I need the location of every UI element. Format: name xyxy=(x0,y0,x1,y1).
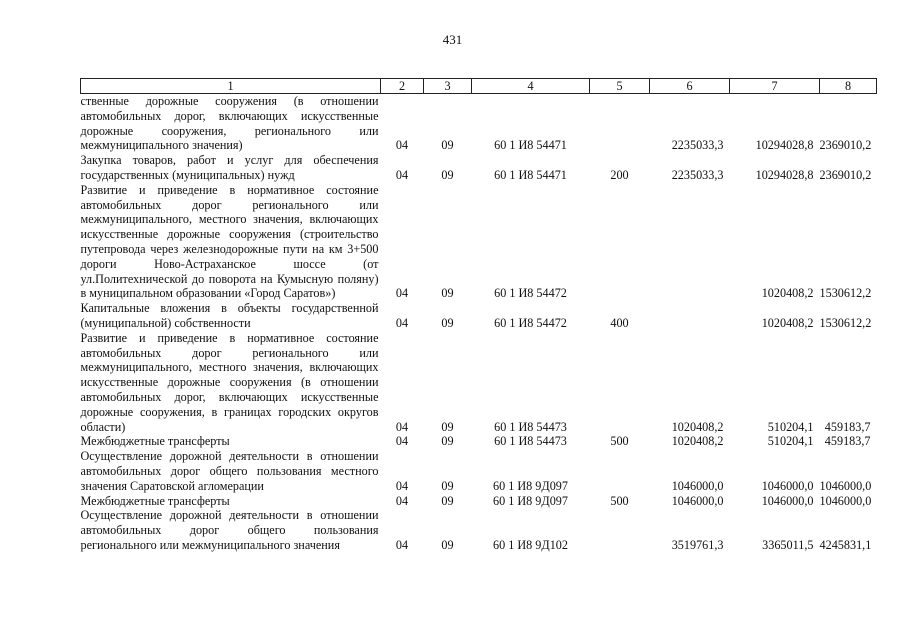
table-row xyxy=(81,434,877,449)
row-amount-col7: 510204,1 xyxy=(767,419,814,434)
table-row xyxy=(81,449,877,493)
row-amount-col6: 1046000,0 xyxy=(671,478,724,493)
table-row xyxy=(81,183,877,301)
row-subsection: 09 xyxy=(441,478,454,493)
row-section: 04 xyxy=(395,419,409,434)
row-amount-col7: 1046000,0 xyxy=(761,478,814,493)
column-header: 2 xyxy=(381,79,424,94)
row-subsection: 09 xyxy=(441,419,454,434)
row-section: 04 xyxy=(395,138,409,153)
row-subsection: 09 xyxy=(441,493,454,508)
row-amount-col7: 10294028,8 xyxy=(755,167,814,182)
row-target-code: 60 1 И8 9Д102 xyxy=(492,537,568,552)
table-row xyxy=(81,331,877,435)
row-subsection: 09 xyxy=(441,167,454,182)
row-amount-col7: 510204,1 xyxy=(767,434,814,449)
column-header: 3 xyxy=(424,79,472,94)
row-target-code: 60 1 И8 54472 xyxy=(494,286,567,301)
row-amount-col6: 3519761,3 xyxy=(671,537,724,552)
row-section: 04 xyxy=(395,167,409,182)
row-target-code: 60 1 И8 9Д097 xyxy=(492,493,568,508)
table-header xyxy=(81,79,877,94)
row-amount-col7: 1020408,2 xyxy=(761,286,814,301)
page-number: 431 xyxy=(442,32,463,47)
row-description: Межбюджетные трансферты xyxy=(80,434,230,449)
row-expense-type: 400 xyxy=(610,315,629,330)
row-subsection: 09 xyxy=(441,286,454,301)
row-amount-col6: 1020408,2 xyxy=(671,434,724,449)
row-subsection: 09 xyxy=(441,315,454,330)
row-amount-col8: 2369010,2 xyxy=(819,138,872,153)
row-description: Межбюджетные трансферты xyxy=(80,493,230,508)
row-expense-type xyxy=(590,449,650,493)
row-amount-col6: 1046000,0 xyxy=(671,493,724,508)
row-expense-type xyxy=(590,508,650,552)
row-amount-col6: 1020408,2 xyxy=(671,419,724,434)
row-expense-type xyxy=(590,331,650,435)
row-expense-type xyxy=(590,183,650,301)
row-amount-col7: 3365011,5 xyxy=(762,537,814,552)
table-body xyxy=(81,94,877,553)
row-description: Развитие и приведение в нормативное состояние автомобильных дорог регионального или межмуниципального, местного значения, включающих искусственные дорожные сооружения (строительство путепровода через железнодорожные пути на км 3+500 дороги Ново-Астраханское шоссе (от ул.Политехнической до поворота на Кумысную поляну) в муниципальном образовании «Город Саратов») xyxy=(80,182,379,301)
row-expense-type xyxy=(590,94,650,154)
row-amount-col7: 1046000,0 xyxy=(761,493,814,508)
budget-table xyxy=(80,78,877,553)
column-header: 6 xyxy=(650,79,730,94)
column-header: 4 xyxy=(472,79,590,94)
row-description: Осуществление дорожной деятельности в отношении автомобильных дорог общего пользования регионального или межмуниципального значения xyxy=(80,508,379,552)
row-target-code: 60 1 И8 9Д097 xyxy=(492,478,568,493)
row-subsection: 09 xyxy=(441,138,454,153)
column-header: 7 xyxy=(730,79,820,94)
row-target-code: 60 1 И8 54471 xyxy=(494,138,567,153)
row-description: Развитие и приведение в нормативное состояние автомобильных дорог регионального или межмуниципального, местного значения, включающих искусственные дорожные сооружения (в отношении автомобильных дорог, включающих искусственные дорожные сооружения, в границах городских округов области) xyxy=(80,330,379,434)
row-section: 04 xyxy=(395,315,409,330)
row-section: 04 xyxy=(395,493,409,508)
table-row xyxy=(81,508,877,552)
table-row xyxy=(81,301,877,331)
row-section: 04 xyxy=(395,537,409,552)
row-amount-col7: 10294028,8 xyxy=(755,138,814,153)
row-subsection: 09 xyxy=(441,537,454,552)
row-expense-type: 500 xyxy=(610,434,629,449)
row-target-code: 60 1 И8 54473 xyxy=(494,419,567,434)
row-section: 04 xyxy=(395,286,409,301)
table-row xyxy=(81,153,877,183)
column-header: 8 xyxy=(820,79,877,94)
row-amount-col7: 1020408,2 xyxy=(761,315,814,330)
row-amount-col8: 1046000,0 xyxy=(819,478,872,493)
row-amount-col8: 2369010,2 xyxy=(819,167,872,182)
row-amount-col6: 2235033,3 xyxy=(671,138,724,153)
column-header: 1 xyxy=(81,79,381,94)
row-description: Капитальные вложения в объекты государственной (муниципальной) собственности xyxy=(80,301,379,330)
table-row xyxy=(81,494,877,509)
row-expense-type: 500 xyxy=(610,493,629,508)
row-target-code: 60 1 И8 54472 xyxy=(494,315,567,330)
row-amount-col8: 1046000,0 xyxy=(819,493,872,508)
row-amount-col6 xyxy=(650,301,730,331)
row-amount-col6: 2235033,3 xyxy=(671,167,724,182)
row-amount-col8: 459183,7 xyxy=(824,419,871,434)
row-section: 04 xyxy=(395,478,409,493)
column-header: 5 xyxy=(590,79,650,94)
row-amount-col8: 459183,7 xyxy=(824,434,871,449)
row-subsection: 09 xyxy=(441,434,454,449)
row-description: Осуществление дорожной деятельности в отношении автомобильных дорог общего пользования местного значения Саратовской агломерации xyxy=(80,449,379,493)
row-description: ственные дорожные сооружения (в отношении автомобильных дорог, включающих искусственные дорожные сооружения, регионального или межмуниципального значения) xyxy=(80,94,379,153)
table-row xyxy=(81,94,877,154)
row-amount-col6 xyxy=(650,183,730,301)
row-amount-col8: 4245831,1 xyxy=(819,537,872,552)
row-expense-type: 200 xyxy=(610,167,629,182)
row-description: Закупка товаров, работ и услуг для обеспечения государственных (муниципальных) нужд xyxy=(80,153,379,182)
row-section: 04 xyxy=(395,434,409,449)
row-amount-col8: 1530612,2 xyxy=(819,286,872,301)
row-target-code: 60 1 И8 54471 xyxy=(494,167,567,182)
row-target-code: 60 1 И8 54473 xyxy=(494,434,567,449)
row-amount-col8: 1530612,2 xyxy=(819,315,872,330)
